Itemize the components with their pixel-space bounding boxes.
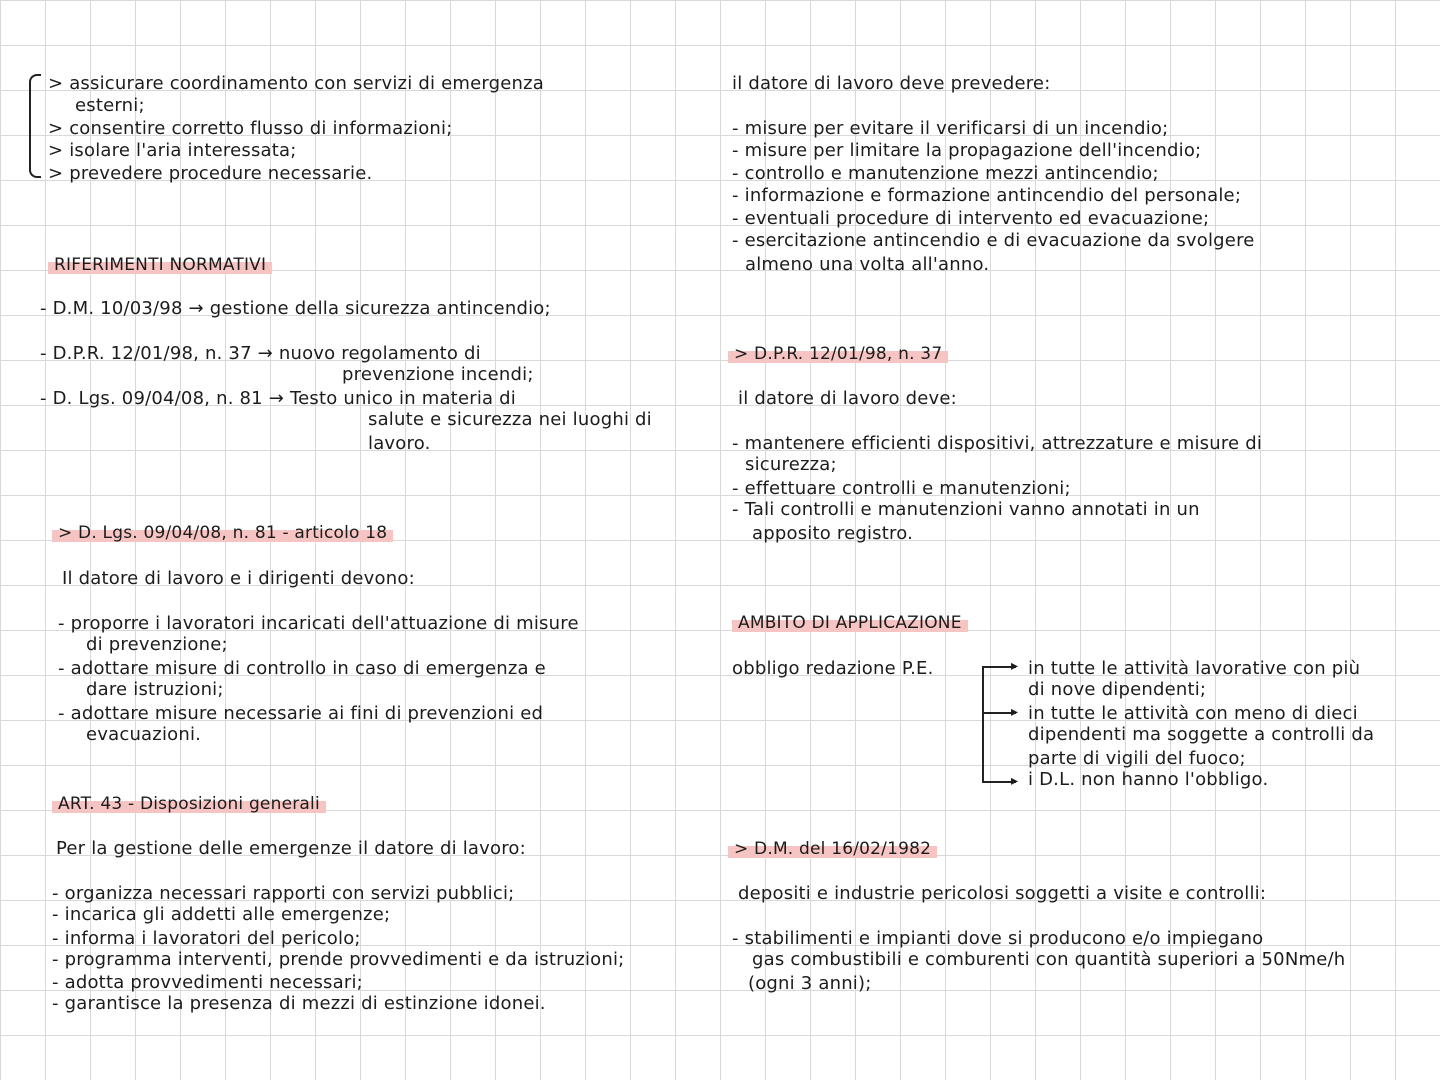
intro-item: > assicurare coordinamento con servizi di emergenza: [48, 73, 545, 94]
ambito-label: obbligo redazione P.E.: [732, 658, 934, 679]
dm1982-item: (ogni 3 anni);: [748, 973, 872, 994]
dpr-intro: il datore di lavoro deve:: [738, 388, 957, 409]
dpr-title-text: > D.P.R. 12/01/98, n. 37: [728, 344, 948, 364]
art18-item: dare istruzioni;: [86, 679, 224, 700]
riferimenti-row: prevenzione incendi;: [342, 364, 534, 385]
intro-item: > isolare l'aria interessata;: [48, 140, 297, 161]
art18-item: - proporre i lavoratori incaricati dell'attuazione di misure: [58, 613, 579, 634]
art18-item: evacuazioni.: [86, 724, 202, 745]
dpr-item: - effettuare controlli e manutenzioni;: [732, 478, 1071, 499]
intro-item: > prevedere procedure necessarie.: [48, 163, 373, 184]
riferimenti-row: - D. Lgs. 09/04/08, n. 81 → Testo unico in materia di: [40, 388, 516, 409]
ambito-branch: in tutte le attività lavorative con più: [1028, 658, 1361, 679]
ambito-branch: dipendenti ma soggette a controlli da: [1028, 724, 1375, 745]
riferimenti-row: - D.M. 10/03/98 → gestione della sicurezza antincendio;: [40, 298, 551, 319]
art18-intro: Il datore di lavoro e i dirigenti devono:: [62, 568, 415, 589]
riferimenti-row: salute e sicurezza nei luoghi di: [368, 409, 652, 430]
art43-item: - organizza necessari rapporti con servizi pubblici;: [52, 883, 515, 904]
dm1982-item: - stabilimenti e impianti dove si producono e/o impiegano: [732, 928, 1264, 949]
dm1982-intro: depositi e industrie pericolosi soggetti a visite e controlli:: [738, 883, 1267, 904]
art43-title-text: ART. 43 - Disposizioni generali: [52, 794, 326, 814]
art18-title: [52, 522, 393, 544]
art18-item: - adottare misure necessarie ai fini di prevenzioni ed: [58, 703, 544, 724]
art18-title-text: > D. Lgs. 09/04/08, n. 81 - articolo 18: [52, 523, 393, 543]
ambito-branch: i D.L. non hanno l'obbligo.: [1028, 769, 1269, 790]
dpr-item: - mantenere efficienti dispositivi, attrezzature e misure di: [732, 433, 1263, 454]
art43-item: - programma interventi, prende provvedimenti e da istruzioni;: [52, 949, 625, 970]
art43-item: - garantisce la presenza di mezzi di estinzione idonei.: [52, 993, 546, 1014]
datore-intro: il datore di lavoro deve prevedere:: [732, 73, 1051, 94]
datore-item: - controllo e manutenzione mezzi antincendio;: [732, 163, 1159, 184]
dm1982-title-text: > D.M. del 16/02/1982: [728, 839, 937, 859]
ambito-branch: di nove dipendenti;: [1028, 679, 1207, 700]
intro-bracket: [29, 74, 41, 178]
ambito-branch-vertical: [982, 666, 984, 782]
datore-item: - misure per limitare la propagazione dell'incendio;: [732, 140, 1202, 161]
dpr-title: [728, 343, 948, 365]
dpr-item: sicurezza;: [745, 454, 837, 475]
art18-item: di prevenzione;: [86, 634, 228, 655]
datore-item: - eventuali procedure di intervento ed evacuazione;: [732, 208, 1210, 229]
ambito-title-text: AMBITO DI APPLICAZIONE: [732, 613, 968, 633]
art43-intro: Per la gestione delle emergenze il datore di lavoro:: [56, 838, 526, 859]
datore-item: - esercitazione antincendio e di evacuazione da svolgere: [732, 230, 1255, 251]
dm1982-item: gas combustibili e comburenti con quantità superiori a 50Nme/h: [752, 949, 1346, 970]
ambito-branch: in tutte le attività con meno di dieci: [1028, 703, 1358, 724]
art43-item: - informa i lavoratori del pericolo;: [52, 928, 361, 949]
intro-item: esterni;: [75, 95, 145, 116]
datore-item: - misure per evitare il verificarsi di un incendio;: [732, 118, 1169, 139]
ambito-title: [732, 612, 968, 634]
art43-item: - adotta provvedimenti necessari;: [52, 972, 363, 993]
datore-item: - informazione e formazione antincendio del personale;: [732, 185, 1242, 206]
art43-item: - incarica gli addetti alle emergenze;: [52, 904, 391, 925]
riferimenti-title-text: RIFERIMENTI NORMATIVI: [48, 255, 272, 275]
dm1982-title: [728, 838, 937, 860]
arrow-right-icon: ▸: [1011, 658, 1019, 674]
arrow-right-icon: ▸: [1011, 773, 1019, 789]
arrow-right-icon: ▸: [1011, 704, 1019, 720]
riferimenti-row: - D.P.R. 12/01/98, n. 37 → nuovo regolamento di: [40, 343, 481, 364]
datore-item: almeno una volta all'anno.: [745, 254, 990, 275]
dpr-item: - Tali controlli e manutenzioni vanno annotati in un: [732, 499, 1200, 520]
riferimenti-title: [48, 254, 272, 276]
riferimenti-row: lavoro.: [368, 433, 431, 454]
intro-item: > consentire corretto flusso di informazioni;: [48, 118, 453, 139]
art18-item: - adottare misure di controllo in caso di emergenza e: [58, 658, 546, 679]
art43-title: [52, 793, 326, 815]
ambito-branch: parte di vigili del fuoco;: [1028, 748, 1246, 769]
dpr-item: apposito registro.: [752, 523, 914, 544]
